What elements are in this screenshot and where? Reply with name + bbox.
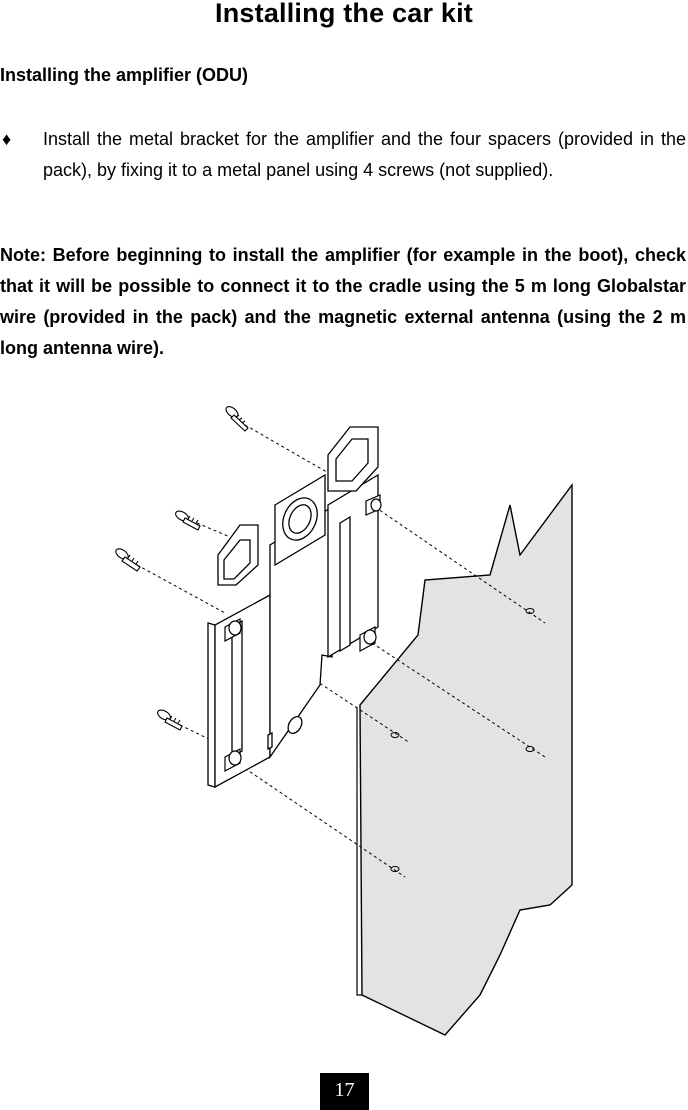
screw-icon (224, 404, 248, 431)
metal-bracket (208, 427, 378, 787)
instruction-text: Install the metal bracket for the amplifier and the four spacers (provided in the pack), by fixing it to a metal panel using 4 screws (not supplied). (43, 129, 686, 180)
screw-icon (114, 547, 140, 571)
screw-icon (174, 509, 200, 530)
page-number: 17 (320, 1073, 369, 1110)
metal-panel (360, 485, 572, 1035)
screw-icon (156, 708, 182, 730)
page-title: Installing the car kit (215, 0, 473, 28)
diamond-bullet-icon: ♦ (2, 129, 12, 149)
instruction-bullet (0, 124, 686, 186)
bracket-installation-diagram (100, 395, 590, 1045)
note-paragraph: Note: Before beginning to install the amplifier (for example in the boot), check that it will be possible to connect it to the cradle using the 5 m long Globalstar wire (provided in the pack) and the magnetic external antenna (using the 2 m long antenna wire). (0, 245, 686, 358)
section-subtitle: Installing the amplifier (ODU) (0, 65, 249, 85)
